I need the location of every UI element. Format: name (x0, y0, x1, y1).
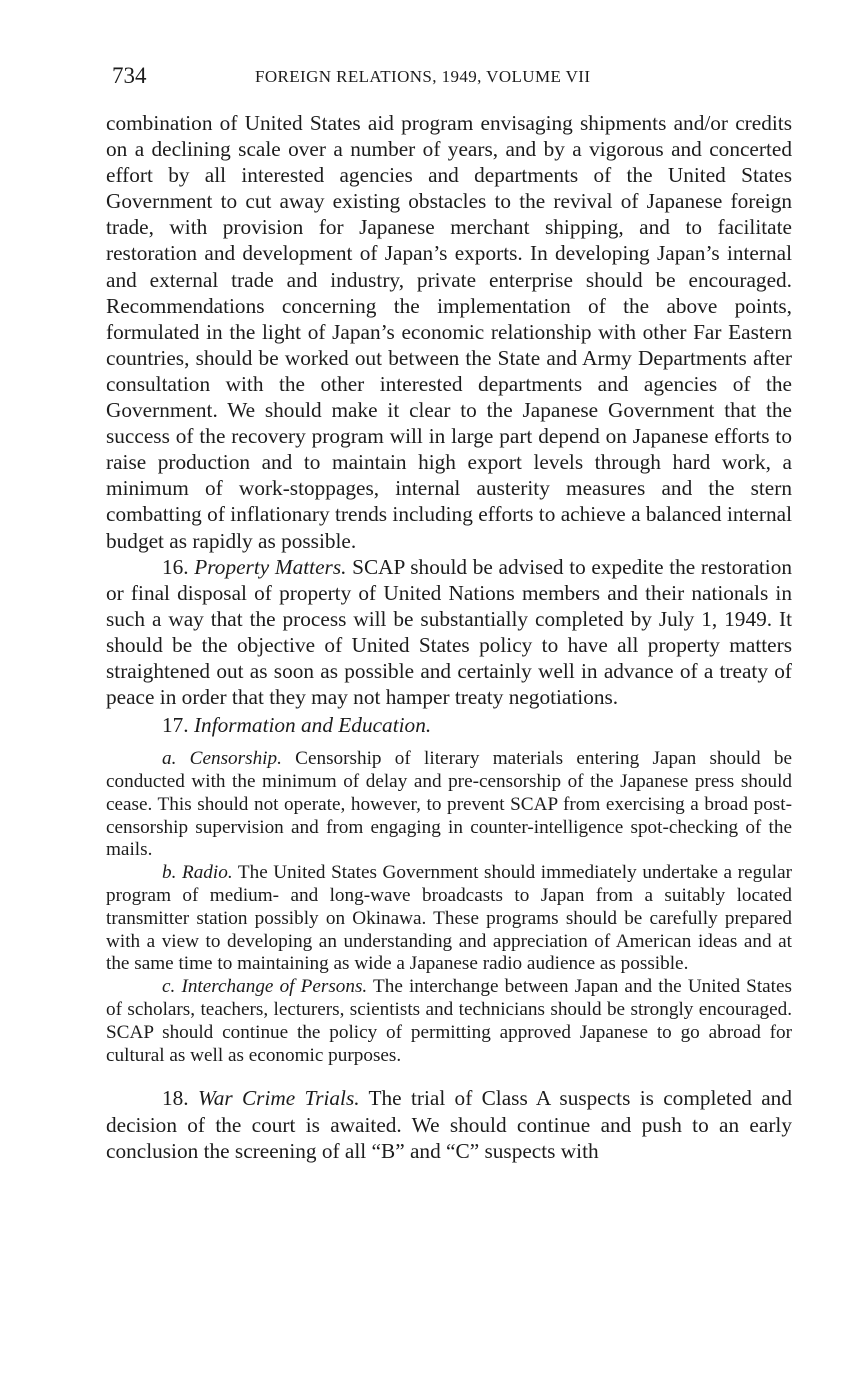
paragraph-18-war-crime-trials (106, 1085, 792, 1163)
subsection-title: Censorship. (189, 748, 282, 770)
subsection-label: a. (162, 748, 177, 770)
subsection-a-censorship (106, 748, 792, 862)
paragraph-text: combination of United States aid program envisaging shipments and/or credits on a declining scale over a number of years, and by a vigorous and concerted effort by all interested agencies and departments of the United States Government to cut away existing obstacles to the revival of Japanese foreign trade, with provision for Japanese merchant shipping, and to facilitate restoration and development of Japan’s exports. In developing Japan’s internal and external trade and industry, private enterprise should be encouraged. Recommendations concerning the implementation of the above points, formulated in the light of Japan’s economic relationship with other Far Eastern countries, should be worked out between the State and Army Departments after consultation with the other interested departments and agencies of the Government. We should make it clear to the Japanese Government that the success of the recovery program will in large part depend on Japanese efforts to raise production and to maintain high export levels through hard work, a minimum of work-stoppages, internal austerity measures and the stern combatting of inflationary trends including efforts to achieve a balanced internal budget as rapidly as possible. (106, 111, 792, 553)
paragraph-number: 18. (162, 1086, 189, 1111)
page-header (112, 62, 792, 92)
page-number: 734 (112, 63, 147, 88)
subsection-label: c. (162, 976, 176, 998)
paragraph-17-heading (106, 712, 792, 738)
paragraph-16-property-matters (106, 554, 792, 711)
paragraph-text: The trial of Class A suspects is completed and decision of the court is awaited. We should continue and push to an early conclusion the screening of all “B” and “C” suspects with (106, 1086, 792, 1163)
subsection-block (106, 748, 792, 1067)
body-text (106, 110, 792, 1164)
section-gap (106, 1067, 792, 1085)
subsection-title: Interchange of Persons. (181, 976, 368, 998)
subsection-text: Censorship of literary materials entering Japan should be conducted with the minimum of delay and pre-censorship of the Japanese press should cease. This should not operate, however, to prevent SCAP from exercising a broad post-censorship supervision and from engaging in counter-intelligence spot-checking of the mails. (106, 748, 793, 861)
subsection-c-interchange (106, 976, 792, 1067)
paragraph-title: War Crime Trials. (197, 1086, 360, 1111)
paragraph-title: Information and Education. (193, 713, 432, 738)
subsection-title: Radio. (181, 862, 233, 884)
paragraph-title: Property Matters. (194, 554, 347, 579)
subsection-label: b. (162, 862, 177, 884)
paragraph-text: SCAP should be advised to expedite the restoration or final disposal of property of United Nations members and their nationals in such a way that the process will be substantially completed by July 1, 1949. It should be the objective of United States policy to have all property matters straightened out as soon as possible and certainly well in advance of a treaty of peace in order that they may not hamper treaty negotiations. (106, 554, 792, 710)
subsection-b-radio (106, 862, 792, 976)
paragraph-number: 17. (162, 713, 189, 738)
paragraph-continuation (106, 110, 792, 554)
paragraph-number: 16. (162, 554, 189, 579)
subsection-text: The United States Government should immediately undertake a regular program of medium- and long-wave broadcasts to Japan from a suitably located transmitter station possibly on Okinawa. These programs should be carefully prepared with a view to developing an understanding and appreciation of American ideas and at the same time to maintaining as wide a Japanese radio audience as possible. (106, 862, 792, 975)
subsection-text: The interchange between Japan and the United States of scholars, teachers, lecturers, scientists and technicians should be strongly encouraged. SCAP should continue the policy of permitting approved Japanese to go abroad for cultural as well as economic purposes. (106, 976, 792, 1066)
running-head: FOREIGN RELATIONS, 1949, VOLUME VII (255, 67, 591, 86)
